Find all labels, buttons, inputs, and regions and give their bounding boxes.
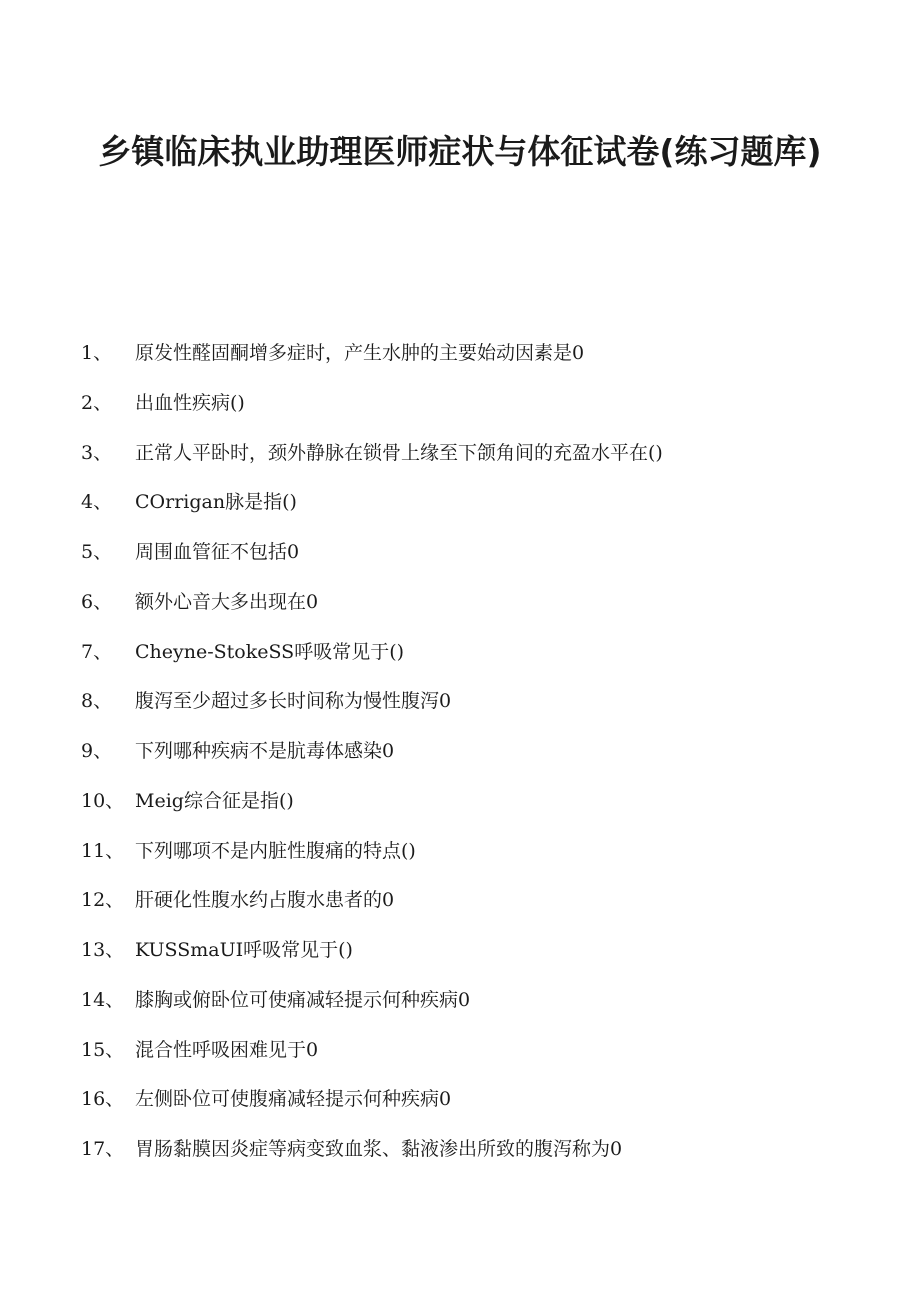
question-text: 混合性呼吸困难见于0 xyxy=(135,1038,319,1061)
question-text: 下列哪项不是内脏性腹痛的特点() xyxy=(135,839,416,862)
question-item xyxy=(0,1075,920,1125)
question-text: 原发性醛固酮增多症时，产生水肿的主要始动因素是0 xyxy=(135,342,585,364)
question-text: COrrigan脉是指() xyxy=(135,491,297,514)
question-item xyxy=(0,827,920,877)
question-text: 周围血管征不包括0 xyxy=(135,541,300,563)
question-item xyxy=(0,429,920,479)
question-number: 16、 xyxy=(81,1088,125,1111)
question-text: 额外心音大多出现在0 xyxy=(135,590,319,613)
question-number: 17、 xyxy=(81,1138,125,1160)
question-item xyxy=(0,677,920,727)
question-number: 1、 xyxy=(81,342,113,364)
question-number: 7、 xyxy=(81,640,113,663)
question-text: Meig综合征是指() xyxy=(135,789,294,812)
question-text: KUSSmaUI呼吸常见于() xyxy=(135,939,353,961)
document-title: 乡镇临床执业助理医师症状与体征试卷(练习题库) xyxy=(98,132,822,171)
question-text: 胃肠黏膜因炎症等病变致血浆、黏液渗出所致的腹泻称为0 xyxy=(135,1138,623,1160)
question-text: 膝胸或俯卧位可使痛减轻提示何种疾病0 xyxy=(135,988,471,1011)
question-number: 8、 xyxy=(81,690,113,713)
question-item xyxy=(0,379,920,429)
question-text: Cheyne-StokeSS呼吸常见于() xyxy=(135,640,405,663)
question-item xyxy=(0,976,920,1026)
question-number: 14、 xyxy=(81,988,125,1011)
question-text: 肝硬化性腹水约占腹水患者的0 xyxy=(135,889,395,912)
question-text: 出血性疾病() xyxy=(135,391,245,414)
question-item xyxy=(0,926,920,976)
question-item xyxy=(0,628,920,678)
question-number: 11、 xyxy=(81,839,125,862)
question-number: 12、 xyxy=(81,889,125,912)
question-item xyxy=(0,727,920,777)
question-text: 腹泻至少超过多长时间称为慢性腹泻0 xyxy=(135,690,452,713)
question-number: 13、 xyxy=(81,939,125,961)
question-number: 2、 xyxy=(81,391,113,414)
question-item xyxy=(0,1026,920,1076)
question-number: 15、 xyxy=(81,1038,125,1061)
question-number: 9、 xyxy=(81,740,113,762)
question-item xyxy=(0,478,920,528)
question-item xyxy=(0,876,920,926)
question-item xyxy=(0,777,920,827)
question-item xyxy=(0,1125,920,1175)
question-number: 4、 xyxy=(81,491,113,514)
question-number: 3、 xyxy=(81,441,113,464)
question-text: 下列哪种疾病不是肮毒体感染0 xyxy=(135,740,395,762)
question-text: 正常人平卧时，颈外静脉在锁骨上缘至下颌角间的充盈水平在() xyxy=(135,441,663,464)
question-number: 6、 xyxy=(81,590,113,613)
question-item xyxy=(0,528,920,578)
question-number: 10、 xyxy=(81,789,125,812)
question-item xyxy=(0,578,920,628)
question-number: 5、 xyxy=(81,541,113,563)
question-item xyxy=(0,329,920,379)
question-text: 左侧卧位可使腹痛减轻提示何种疾病0 xyxy=(135,1088,452,1111)
question-list xyxy=(0,329,920,1175)
